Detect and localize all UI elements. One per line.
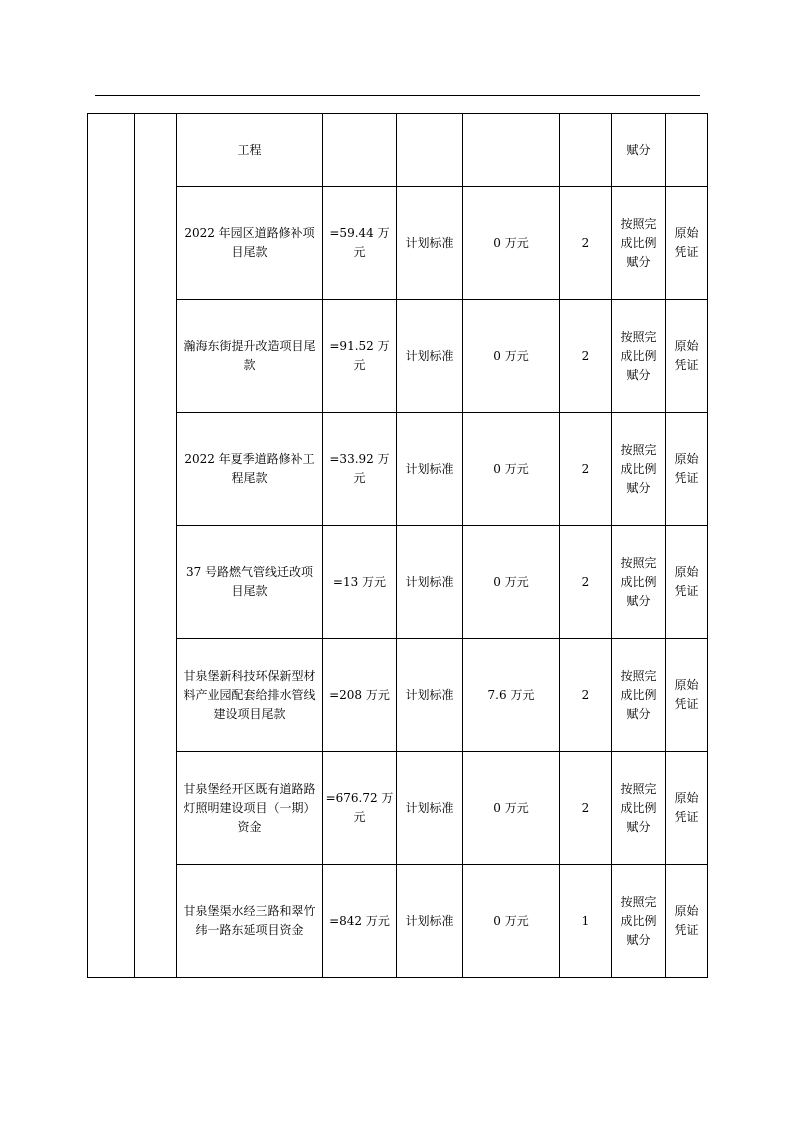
text-line: 凭证 <box>674 245 699 259</box>
text-line: 2022 年园区道路修补项 <box>184 226 315 240</box>
standard-cell: 计划标准 <box>397 187 463 300</box>
text-line: 凭证 <box>674 471 699 485</box>
scoring-method-cell <box>612 865 666 978</box>
score-cell <box>560 114 612 187</box>
scoring-method-cell <box>612 639 666 752</box>
text-line: 凭证 <box>674 697 699 711</box>
text-line: 凭证 <box>674 923 699 937</box>
evidence-cell <box>666 413 708 526</box>
header-rule <box>95 95 700 96</box>
text-line: 原始 <box>674 565 699 579</box>
text-line: =91.52 万 <box>329 339 390 353</box>
standard-cell: 计划标准 <box>397 752 463 865</box>
text-line: =208 万元 <box>329 687 390 702</box>
text-line: 成比例 <box>620 913 657 928</box>
text-line: 元 <box>353 245 366 259</box>
actual-value-cell: 7.6 万元 <box>463 639 560 752</box>
actual-value-cell: 0 万元 <box>463 187 560 300</box>
text-line: 成比例 <box>620 800 657 815</box>
standard-cell: 计划标准 <box>397 639 463 752</box>
text-line: 款 <box>243 358 256 372</box>
text-line: 目尾款 <box>231 245 268 259</box>
plan-value-cell <box>323 300 397 413</box>
plan-value-cell <box>323 526 397 639</box>
scoring-method-cell <box>612 526 666 639</box>
score-cell: 2 <box>560 526 612 639</box>
table-row-partial <box>88 114 708 187</box>
text-line: 原始 <box>674 791 699 805</box>
text-line: 按照完 <box>620 329 657 344</box>
project-name-cell <box>177 865 323 978</box>
evidence-cell <box>666 300 708 413</box>
actual-value-cell: 0 万元 <box>463 413 560 526</box>
actual-value-cell: 0 万元 <box>463 300 560 413</box>
text-line: 赋分 <box>626 480 651 495</box>
project-name-cell <box>177 187 323 300</box>
text-line: 原始 <box>674 452 699 466</box>
table-row <box>88 300 708 413</box>
text-line: 原始 <box>674 226 699 240</box>
text-line: 甘泉堡经开区既有道路路 <box>183 781 316 796</box>
evidence-cell <box>666 865 708 978</box>
text-line: 按照完 <box>620 442 657 457</box>
category-cell-level1 <box>88 114 135 978</box>
project-name-cell <box>177 639 323 752</box>
plan-value-cell <box>323 639 397 752</box>
plan-value-cell <box>323 187 397 300</box>
plan-value-cell <box>323 413 397 526</box>
actual-value-cell: 0 万元 <box>463 752 560 865</box>
text-line: 程尾款 <box>231 471 268 485</box>
scoring-method-cell: 赋分 <box>612 114 666 187</box>
table-row <box>88 526 708 639</box>
table-row <box>88 752 708 865</box>
standard-cell: 计划标准 <box>397 526 463 639</box>
text-line: 按照完 <box>620 781 657 796</box>
evidence-cell <box>666 114 708 187</box>
evidence-cell <box>666 639 708 752</box>
indicator-table <box>87 113 708 978</box>
text-line: 凭证 <box>674 584 699 598</box>
text-line: 建设项目尾款 <box>213 706 286 721</box>
text-line: 2022 年夏季道路修补工 <box>184 452 315 466</box>
text-line: =59.44 万 <box>329 226 390 240</box>
text-line: 资金 <box>237 819 262 834</box>
scoring-method-cell <box>612 413 666 526</box>
table-row <box>88 187 708 300</box>
text-line: =33.92 万 <box>329 452 390 466</box>
text-line: 凭证 <box>674 810 699 824</box>
text-line: 赋分 <box>626 819 651 834</box>
category-cell-level2 <box>135 114 177 978</box>
text-line: 目尾款 <box>231 584 268 598</box>
text-line: 瀚海东街提升改造项目尾 <box>183 339 316 353</box>
text-line: 灯照明建设项目（一期） <box>183 800 316 815</box>
score-cell: 2 <box>560 413 612 526</box>
scoring-method-cell <box>612 300 666 413</box>
text-line: 赋分 <box>626 367 651 382</box>
text-line: 成比例 <box>620 461 657 476</box>
text-line: 原始 <box>674 904 699 918</box>
text-line: 成比例 <box>620 687 657 702</box>
text-line: 原始 <box>674 678 699 692</box>
table-row <box>88 639 708 752</box>
text-line: 赋分 <box>626 932 651 947</box>
standard-cell: 计划标准 <box>397 865 463 978</box>
text-line: 按照完 <box>620 668 657 683</box>
text-line: 元 <box>353 358 366 372</box>
plan-value-cell <box>323 752 397 865</box>
text-line: 凭证 <box>674 358 699 372</box>
table-row <box>88 865 708 978</box>
project-name-cell <box>177 413 323 526</box>
text-line: 成比例 <box>620 235 657 250</box>
score-cell: 2 <box>560 752 612 865</box>
table-row <box>88 413 708 526</box>
score-cell: 2 <box>560 300 612 413</box>
actual-value-cell <box>463 114 560 187</box>
standard-cell: 计划标准 <box>397 300 463 413</box>
score-cell: 2 <box>560 187 612 300</box>
actual-value-cell: 0 万元 <box>463 526 560 639</box>
text-line: 元 <box>353 471 366 485</box>
text-line: 赋分 <box>626 706 651 721</box>
text-line: =13 万元 <box>332 574 387 589</box>
score-cell: 1 <box>560 865 612 978</box>
plan-value-cell <box>323 114 397 187</box>
project-name-cell <box>177 752 323 865</box>
text-line: 成比例 <box>620 574 657 589</box>
evidence-cell <box>666 526 708 639</box>
evidence-cell <box>666 187 708 300</box>
text-line: =842 万元 <box>329 913 390 928</box>
scoring-method-cell <box>612 187 666 300</box>
text-line: 按照完 <box>620 894 657 909</box>
project-name-cell <box>177 526 323 639</box>
text-line: 37 号路燃气管线迁改项 <box>185 565 314 579</box>
text-line: =676.72 万 <box>325 791 394 805</box>
text-line: 原始 <box>674 339 699 353</box>
text-line: 赋分 <box>626 254 651 269</box>
text-line: 甘泉堡新科技环保新型材 <box>183 668 316 683</box>
scoring-method-cell <box>612 752 666 865</box>
project-name-cell: 工程 <box>177 114 323 187</box>
standard-cell: 计划标准 <box>397 413 463 526</box>
text-line: 料产业园配套给排水管线 <box>183 687 316 702</box>
text-line: 甘泉堡渠水经三路和翠竹 <box>183 904 316 918</box>
project-name-cell <box>177 300 323 413</box>
text-line: 元 <box>353 810 366 824</box>
evidence-cell <box>666 752 708 865</box>
score-cell: 2 <box>560 639 612 752</box>
plan-value-cell <box>323 865 397 978</box>
text-line: 纬一路东延项目资金 <box>195 923 304 937</box>
text-line: 赋分 <box>626 593 651 608</box>
text-line: 成比例 <box>620 348 657 363</box>
actual-value-cell: 0 万元 <box>463 865 560 978</box>
standard-cell <box>397 114 463 187</box>
text-line: 按照完 <box>620 216 657 231</box>
text-line: 按照完 <box>620 555 657 570</box>
